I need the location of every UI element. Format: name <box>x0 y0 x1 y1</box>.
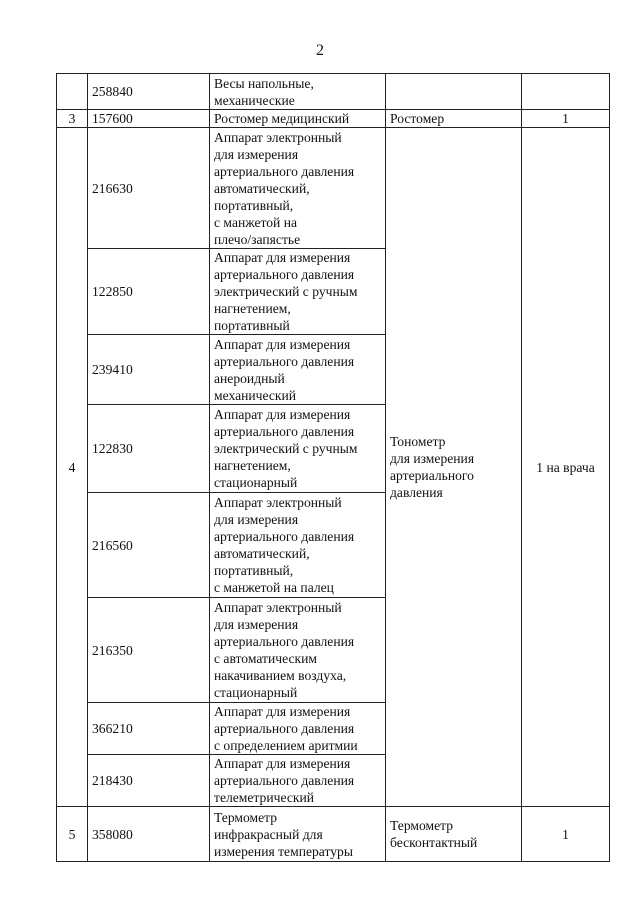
row-number-cell <box>57 74 88 110</box>
name-cell: Аппарат электронный для измерения артериального давления с автоматическим накачиванием воздуха, стационарный <box>210 598 386 703</box>
code-cell: 258840 <box>88 74 210 110</box>
table-row <box>57 128 610 249</box>
row-number-cell: 4 <box>57 128 88 807</box>
name-cell: Аппарат для измерения артериального давления телеметрический <box>210 755 386 807</box>
type-cell: Тонометр для измерения артериального давления <box>386 128 522 807</box>
row-number-cell: 3 <box>57 110 88 128</box>
code-cell: 216560 <box>88 493 210 598</box>
code-cell: 122850 <box>88 249 210 335</box>
name-cell: Аппарат электронный для измерения артериального давления автоматический, портативный, с манжетой на плечо/запястье <box>210 128 386 249</box>
name-cell: Ростомер медицинский <box>210 110 386 128</box>
table-row <box>57 807 610 862</box>
name-cell: Аппарат для измерения артериального давления анероидный механический <box>210 335 386 405</box>
table-row <box>57 110 610 128</box>
quantity-cell: 1 <box>522 110 610 128</box>
code-cell: 366210 <box>88 703 210 755</box>
name-cell: Весы напольные, механические <box>210 74 386 110</box>
name-cell: Аппарат для измерения артериального давления электрический с ручным нагнетением, стационарный <box>210 405 386 493</box>
type-cell: Ростомер <box>386 110 522 128</box>
quantity-cell: 1 на врача <box>522 128 610 807</box>
type-cell: Термометр бесконтактный <box>386 807 522 862</box>
quantity-cell: 1 <box>522 807 610 862</box>
row-number-cell: 5 <box>57 807 88 862</box>
table-row <box>57 74 610 110</box>
quantity-cell <box>522 74 610 110</box>
code-cell: 358080 <box>88 807 210 862</box>
page-number: 2 <box>316 42 324 59</box>
name-cell: Аппарат для измерения артериального давления электрический с ручным нагнетением, портативный <box>210 249 386 335</box>
code-cell: 239410 <box>88 335 210 405</box>
code-cell: 218430 <box>88 755 210 807</box>
code-cell: 122830 <box>88 405 210 493</box>
code-cell: 216350 <box>88 598 210 703</box>
equipment-table <box>56 73 610 862</box>
name-cell: Аппарат электронный для измерения артериального давления автоматический, портативный, с манжетой на палец <box>210 493 386 598</box>
code-cell: 157600 <box>88 110 210 128</box>
code-cell: 216630 <box>88 128 210 249</box>
type-cell <box>386 74 522 110</box>
name-cell: Аппарат для измерения артериального давления с определением аритмии <box>210 703 386 755</box>
name-cell: Термометр инфракрасный для измерения температуры <box>210 807 386 862</box>
